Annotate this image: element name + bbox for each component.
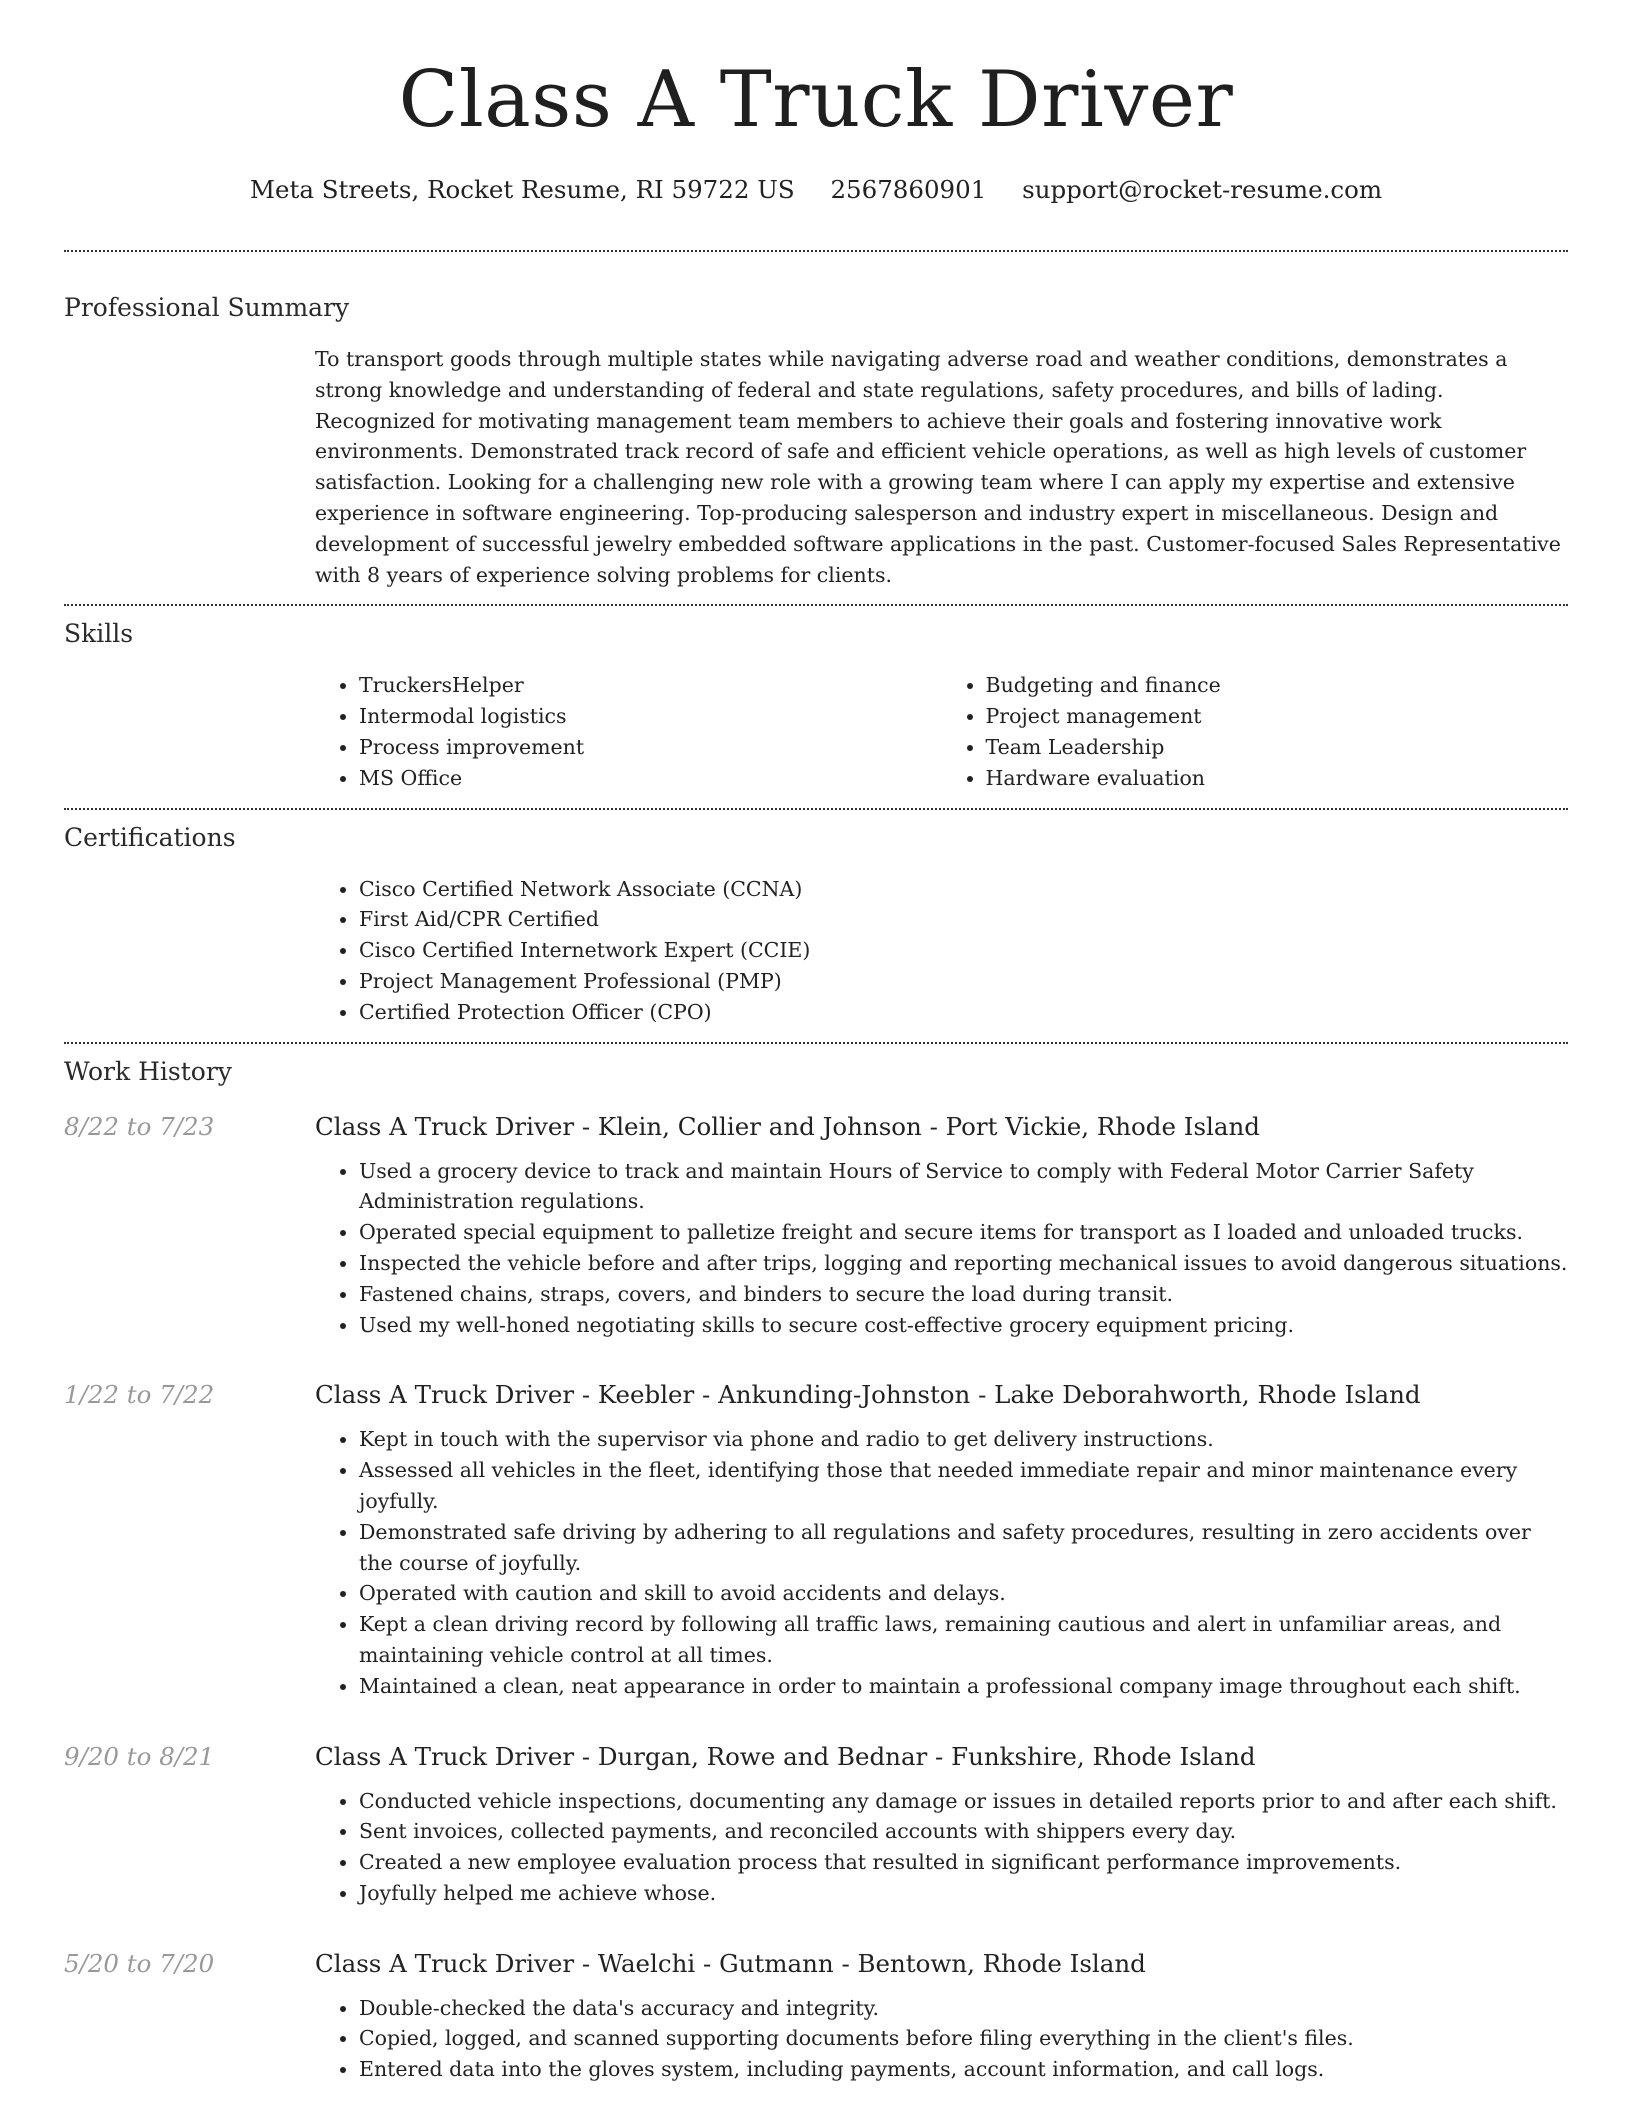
job-bullet: • Kept a clean driving record by following all traffic laws, remaining cautious and alert in unfamiliar areas, and maintaining vehicle control at all times.: [359, 1609, 1568, 1671]
summary-heading: Professional Summary: [64, 293, 350, 322]
job-title: Class A Truck Driver - Waelchi - Gutmann - Bentown, Rhode Island: [315, 1948, 1146, 1978]
job-bullet: • Used my well-honed negotiating skills to secure cost-effective grocery equipment pricing.: [359, 1310, 1568, 1341]
job-date: 1/22 to 7/22: [64, 1380, 215, 1410]
certifications-section: [64, 822, 1568, 1028]
job-details: [315, 1947, 1568, 2085]
divider: [64, 1042, 1568, 1044]
job-bullet: • Created a new employee evaluation process that resulted in significant performance improvements.: [359, 1847, 1568, 1878]
job-bullet: • Double-checked the data's accuracy and integrity.: [359, 1993, 1568, 2024]
job-bullet: • Fastened chains, straps, covers, and binders to secure the load during transit.: [359, 1279, 1568, 1310]
contact-line: [64, 174, 1568, 206]
job-entry: [64, 1110, 1568, 1341]
job-bullet: • Conducted vehicle inspections, documenting any damage or issues in detailed reports prior to and after each shift.: [359, 1786, 1568, 1817]
skills-heading: Skills: [64, 619, 134, 649]
skill-item: • Hardware evaluation: [986, 763, 1569, 794]
skills-section: [64, 618, 1568, 793]
job-bullet: • Operated special equipment to palletize freight and secure items for transport as I loaded and unloaded trucks.: [359, 1217, 1568, 1248]
job-bullet: • Copied, logged, and scanned supporting documents before filing everything in the client's files.: [359, 2023, 1568, 2054]
job-entry: [64, 1947, 1568, 2085]
job-bullet: • Sent invoices, collected payments, and reconciled accounts with shippers every day.: [359, 1816, 1568, 1847]
certifications-list: [315, 874, 1568, 1028]
job-details: [315, 1740, 1568, 1909]
certification-item: • Cisco Certified Network Associate (CCNA): [359, 874, 1568, 905]
job-details: [315, 1378, 1568, 1701]
job-date: 8/22 to 7/23: [64, 1111, 215, 1141]
skill-item: • Budgeting and finance: [986, 670, 1569, 701]
resume-name: Class A Truck Driver: [398, 55, 1234, 145]
certifications-heading: Certifications: [64, 822, 236, 852]
contact-phone: 2567860901: [830, 175, 987, 204]
skills-list: [315, 670, 1568, 793]
skill-item: • Team Leadership: [986, 732, 1569, 763]
job-date: 9/20 to 8/21: [64, 1741, 215, 1771]
summary-text: To transport goods through multiple states while navigating adverse road and weather conditions, demonstrates a strong knowledge and understanding of federal and state regulations, safety procedures, and bills of lading. Recognized for motivating management team members to achieve their goals and fostering innovative work environments. Demonstrated track record of safe and efficient vehicle operations, as well as high levels of customer satisfaction. Looking for a challenging new role with a growing team where I can apply my expertise and extensive experience in software engineering. Top-producing salesperson and industry expert in miscellaneous. Design and development of successful jewelry embedded software applications in the past. Customer-focused Sales Representative with 8 years of experience solving problems for clients.: [315, 347, 1561, 587]
divider: [64, 250, 1568, 252]
summary-section: [64, 292, 1568, 590]
job-bullet: • Inspected the vehicle before and after trips, logging and reporting mechanical issues to avoid dangerous situations.: [359, 1248, 1568, 1279]
certification-item: • Certified Protection Officer (CPO): [359, 997, 1568, 1028]
skill-item: • MS Office: [359, 763, 942, 794]
job-bullets: [315, 1993, 1568, 2085]
job-bullet: • Maintained a clean, neat appearance in order to maintain a professional company image throughout each shift.: [359, 1671, 1568, 1702]
job-entry: [64, 1740, 1568, 1909]
contact-address: Meta Streets, Rocket Resume, RI 59722 US: [249, 175, 795, 204]
job-title: Class A Truck Driver - Durgan, Rowe and Bednar - Funkshire, Rhode Island: [315, 1741, 1256, 1771]
contact-email: support@rocket-resume.com: [1022, 175, 1383, 204]
job-details: [315, 1110, 1568, 1341]
skills-column-left: [315, 670, 942, 793]
job-bullet: • Operated with caution and skill to avoid accidents and delays.: [359, 1578, 1568, 1609]
job-bullet: • Assessed all vehicles in the fleet, identifying those that needed immediate repair and minor maintenance every joyfully.: [359, 1455, 1568, 1517]
work-history-section: [64, 1056, 1568, 2086]
skill-item: • Intermodal logistics: [359, 701, 942, 732]
job-bullet: • Used a grocery device to track and maintain Hours of Service to comply with Federal Motor Carrier Safety Administration regulations.: [359, 1156, 1568, 1218]
certification-item: • Project Management Professional (PMP): [359, 966, 1568, 997]
job-bullet: • Demonstrated safe driving by adhering to all regulations and safety procedures, resulting in zero accidents over the course of joyfully.: [359, 1517, 1568, 1579]
resume-page: [64, 0, 1568, 2085]
job-date: 5/20 to 7/20: [64, 1948, 215, 1978]
certification-item: • Cisco Certified Internetwork Expert (CCIE): [359, 935, 1568, 966]
job-bullets: [315, 1424, 1568, 1701]
skill-item: • TruckersHelper: [359, 670, 942, 701]
job-entry: [64, 1378, 1568, 1701]
job-bullet: • Kept in touch with the supervisor via phone and radio to get delivery instructions.: [359, 1424, 1568, 1455]
divider: [64, 808, 1568, 810]
divider: [64, 604, 1568, 606]
job-bullets: [315, 1786, 1568, 1909]
work-history-heading: Work History: [64, 1056, 232, 1086]
skill-item: • Process improvement: [359, 732, 942, 763]
job-bullets: [315, 1156, 1568, 1341]
job-bullet: • Entered data into the gloves system, including payments, account information, and call logs.: [359, 2054, 1568, 2085]
skills-column-right: [942, 670, 1569, 793]
certification-item: • First Aid/CPR Certified: [359, 904, 1568, 935]
skill-item: • Project management: [986, 701, 1569, 732]
job-title: Class A Truck Driver - Keebler - Ankunding-Johnston - Lake Deborahworth, Rhode Island: [315, 1380, 1421, 1410]
job-title: Class A Truck Driver - Klein, Collier and Johnson - Port Vickie, Rhode Island: [315, 1111, 1260, 1141]
job-bullet: • Joyfully helped me achieve whose.: [359, 1878, 1568, 1909]
